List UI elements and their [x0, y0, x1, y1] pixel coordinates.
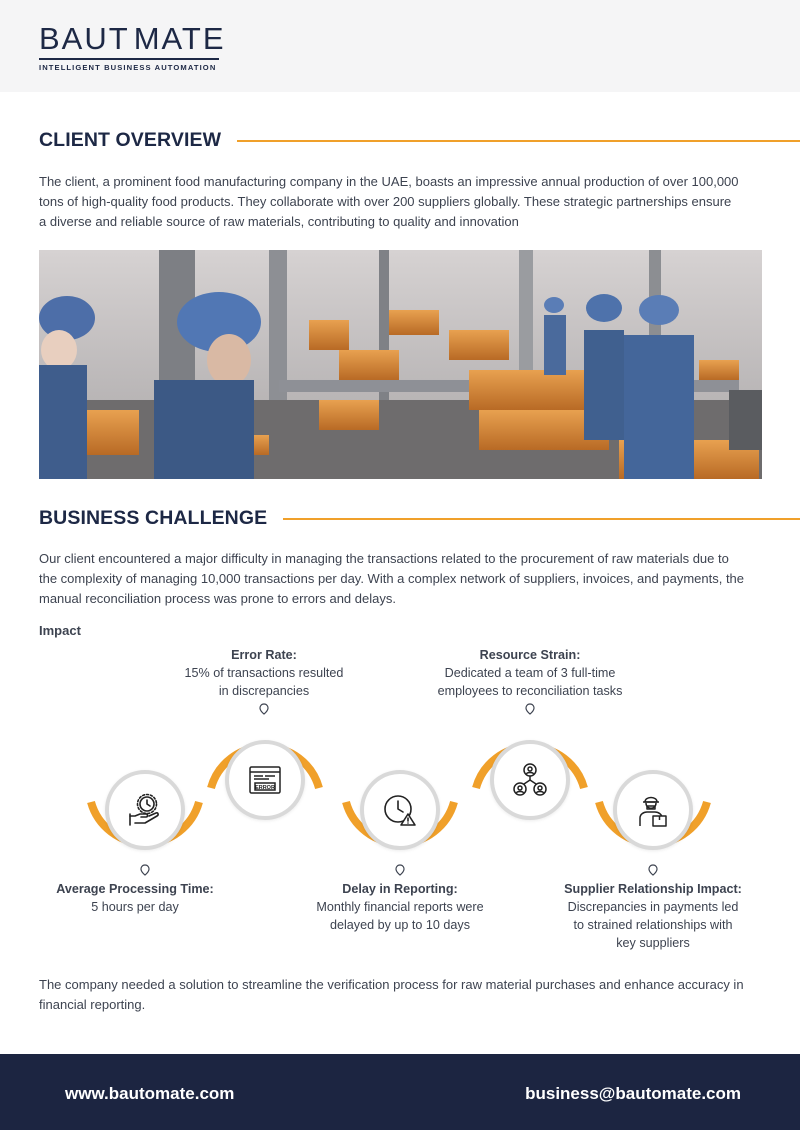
client-overview-text: [39, 172, 769, 232]
impact-average-processing-circle: [85, 750, 205, 870]
client-overview-title: CLIENT OVERVIEW: [39, 129, 222, 151]
location-pin-icon: [395, 864, 405, 876]
location-pin-icon: [525, 703, 535, 715]
team-network-icon: [512, 762, 548, 798]
impact-average-processing-text: [35, 880, 235, 916]
impact-supplier-relationship-circle: [593, 750, 713, 870]
logo-tagline: INTELLIGENT BUSINESS AUTOMATION: [39, 62, 217, 72]
business-challenge-title: BUSINESS CHALLENGE: [39, 507, 268, 529]
impact-desc-line: delayed by up to 10 days: [329, 918, 471, 932]
page-footer: [0, 1054, 800, 1130]
impact-desc-line: Dedicated a team of 3 full-time: [444, 666, 616, 680]
impact-desc-line: in discrepancies: [218, 684, 310, 698]
impact-title: Error Rate:: [231, 648, 297, 662]
impact-desc-line: 15% of transactions resulted: [184, 666, 344, 680]
page-header: [0, 0, 800, 92]
section-divider: [237, 140, 800, 142]
delivery-worker-icon: [635, 792, 671, 828]
impact-supplier-relationship-text: [540, 880, 766, 952]
impact-error-rate-text: [164, 646, 364, 700]
paragraph-line: a diverse and reliable source of raw materials, contributing to quality and innovation: [39, 214, 519, 229]
impact-title: Resource Strain:: [479, 648, 581, 662]
impact-desc-line: to strained relationships with: [573, 918, 733, 932]
client-overview-header: [39, 129, 800, 152]
factory-workers-photo: [39, 250, 762, 479]
website-link[interactable]: www.bautomate.com: [65, 1084, 235, 1103]
paragraph-line: the complexity of managing 10,000 transactions per day. With a complex network of suppliers, invoices, and payments, the: [39, 571, 745, 586]
hand-clock-gear-icon: [127, 792, 163, 828]
section-divider: [283, 518, 800, 520]
impact-error-rate-circle: [205, 720, 325, 840]
logo-text-right: MATE: [133, 21, 226, 56]
error-window-icon: [247, 762, 283, 798]
impact-delay-reporting-circle: [340, 750, 460, 870]
impact-resource-strain-text: [410, 646, 650, 700]
impact-desc-line: employees to reconciliation tasks: [437, 684, 623, 698]
impact-desc-line: 5 hours per day: [91, 900, 179, 914]
email-link[interactable]: business@bautomate.com: [525, 1084, 741, 1103]
conclusion-text: [39, 975, 769, 1015]
impact-title: Average Processing Time:: [56, 882, 214, 896]
location-pin-icon: [648, 864, 658, 876]
paragraph-line: The company needed a solution to streamline the verification process for raw material purchases and enhance accuracy in: [39, 977, 744, 992]
paragraph-line: tons of high-quality food products. They collaborate with over 200 suppliers globally. These strategic partnerships ensure: [39, 194, 732, 209]
logo-wordmark: [39, 21, 226, 56]
location-pin-icon: [140, 864, 150, 876]
impact-title: Supplier Relationship Impact:: [564, 882, 742, 896]
impact-delay-reporting-text: [290, 880, 510, 934]
location-pin-icon: [259, 703, 269, 715]
impact-desc-line: key suppliers: [616, 936, 690, 950]
paragraph-line: The client, a prominent food manufacturing company in the UAE, boasts an impressive annual production of over 100,000: [39, 174, 739, 189]
paragraph-line: Our client encountered a major difficulty in managing the transactions related to the procurement of raw materials due to: [39, 551, 729, 566]
bautomate-logo[interactable]: [39, 21, 226, 72]
impact-desc-line: Discrepancies in payments led: [567, 900, 739, 914]
impact-title: Delay in Reporting:: [342, 882, 458, 896]
business-challenge-header: [39, 507, 800, 530]
logo-text-left: BAUT: [39, 21, 130, 56]
clock-warning-icon: [382, 792, 418, 828]
impact-resource-strain-circle: [470, 720, 590, 840]
paragraph-line: manual reconciliation process was prone to errors and delays.: [39, 591, 396, 606]
logo-underline: [39, 58, 219, 60]
svg-text:ERROR: ERROR: [255, 785, 275, 791]
impact-desc-line: Monthly financial reports were: [316, 900, 484, 914]
impact-label: Impact: [39, 623, 81, 638]
paragraph-line: financial reporting.: [39, 997, 146, 1012]
business-challenge-text: [39, 549, 769, 609]
